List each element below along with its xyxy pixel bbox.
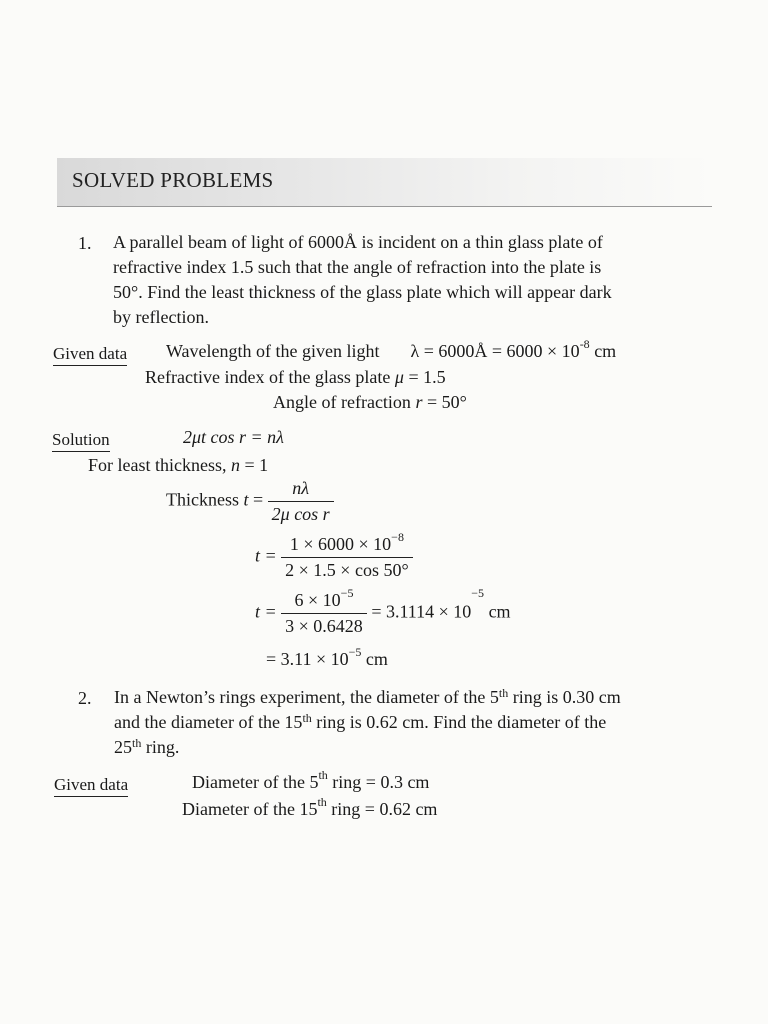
diameter-5th-sup: th [318, 768, 328, 782]
problem-2-number: 2. [78, 688, 92, 708]
least-thickness-line [88, 455, 268, 476]
solution-label: Solution [52, 430, 110, 452]
simplified-numerator: 6 × 10 [294, 590, 341, 610]
wavelength-unit: cm [589, 341, 617, 361]
simplified-exponent: −5 [340, 586, 354, 600]
problem-2-line-3 [114, 735, 179, 760]
equals-sign: = [248, 489, 264, 510]
thickness-formula [166, 478, 334, 525]
problem-1-line-3: 50°. Find the least thickness of the glass plate which will appear dark [113, 282, 612, 302]
t-symbol: t [243, 489, 249, 510]
t-equals-2: t = [255, 601, 277, 622]
problem-2-line-1 [114, 685, 621, 710]
angle-label: Angle of refraction [273, 392, 416, 412]
simplified-fraction [281, 586, 367, 637]
angle-of-refraction-line [273, 392, 467, 413]
problem-2-line-2-b: ring is 0.62 cm. Find the diameter of the [311, 712, 607, 732]
refractive-index-line [145, 367, 446, 388]
diameter-15th-value: ring = 0.62 cm [326, 799, 438, 819]
mu-symbol: μ [394, 367, 404, 387]
result-2: = 3.11 × 10 [266, 649, 349, 669]
problem-1-line-2: refractive index 1.5 such that the angle of refraction into the plate is [113, 257, 602, 277]
problem-2-line-1-sup: th [498, 686, 509, 700]
r-symbol: r [415, 392, 423, 412]
substitution-exponent: −8 [391, 530, 404, 544]
problem-2-line-1-a: In a Newton’s rings experiment, the diameter of the 5 [114, 687, 499, 707]
angle-value: = 50° [422, 392, 467, 412]
result-2-exponent: −5 [348, 645, 362, 659]
problem-2-line-1-b: ring is 0.30 cm [508, 687, 621, 707]
result-2-unit: cm [361, 649, 388, 669]
n-symbol: n [230, 455, 240, 475]
final-result [266, 645, 388, 670]
wavelength-value: λ = 6000Å = 6000 × 10 [410, 341, 580, 361]
result-1-exponent: −5 [471, 586, 485, 600]
diameter-5th-ring [192, 768, 430, 793]
substitution-numerator: 1 × 6000 × 10 [289, 534, 392, 554]
result-1-unit: cm [484, 601, 511, 622]
diameter-5th-value: ring = 0.3 cm [327, 772, 430, 792]
substitution-fraction [281, 530, 413, 581]
diameter-15th-label: Diameter of the 15 [182, 799, 318, 819]
given-data-label-2: Given data [54, 775, 128, 797]
problem-2-line-3-a: 25 [114, 737, 132, 757]
n-value: = 1 [239, 455, 269, 475]
refractive-index-label: Refractive index of the glass plate [145, 367, 395, 387]
fraction-numerator: nλ [292, 478, 310, 498]
section-title: SOLVED PROBLEMS [72, 168, 274, 192]
problem-1-line-1: A parallel beam of light of 6000Å is incident on a thin glass plate of [113, 232, 603, 252]
simplified-formula [255, 586, 511, 637]
fraction-denominator: 2μ cos r [268, 501, 334, 525]
thickness-label: Thickness [166, 489, 244, 510]
problem-2-line-2-sup: th [302, 711, 312, 725]
simplified-denominator: 3 × 0.6428 [281, 613, 367, 637]
problem-1-line-4: by reflection. [113, 307, 209, 327]
substitution-denominator: 2 × 1.5 × cos 50° [281, 557, 413, 581]
result-1: = 3.1114 × 10 [371, 601, 472, 622]
diameter-5th-label: Diameter of the 5 [192, 772, 319, 792]
least-thickness-text: For least thickness, [88, 455, 231, 475]
given-data-label-1: Given data [53, 344, 127, 366]
substitution-formula [255, 530, 413, 581]
refractive-index-value: = 1.5 [403, 367, 446, 387]
problem-2-line-2-a: and the diameter of the 15 [114, 712, 303, 732]
wavelength-line [166, 337, 617, 362]
diameter-15th-sup: th [317, 795, 327, 809]
problem-2-line-3-sup: th [132, 736, 142, 750]
t-equals: t = [255, 545, 277, 566]
diameter-15th-ring [182, 795, 438, 820]
problem-2-line-2 [114, 710, 606, 735]
problem-2-line-3-b: ring. [141, 737, 180, 757]
interference-equation: 2μt cos r = nλ [183, 427, 284, 447]
wavelength-label: Wavelength of the given light [166, 341, 380, 361]
thickness-fraction [268, 478, 334, 525]
problem-1-number: 1. [78, 233, 92, 253]
wavelength-exponent: -8 [579, 337, 590, 351]
